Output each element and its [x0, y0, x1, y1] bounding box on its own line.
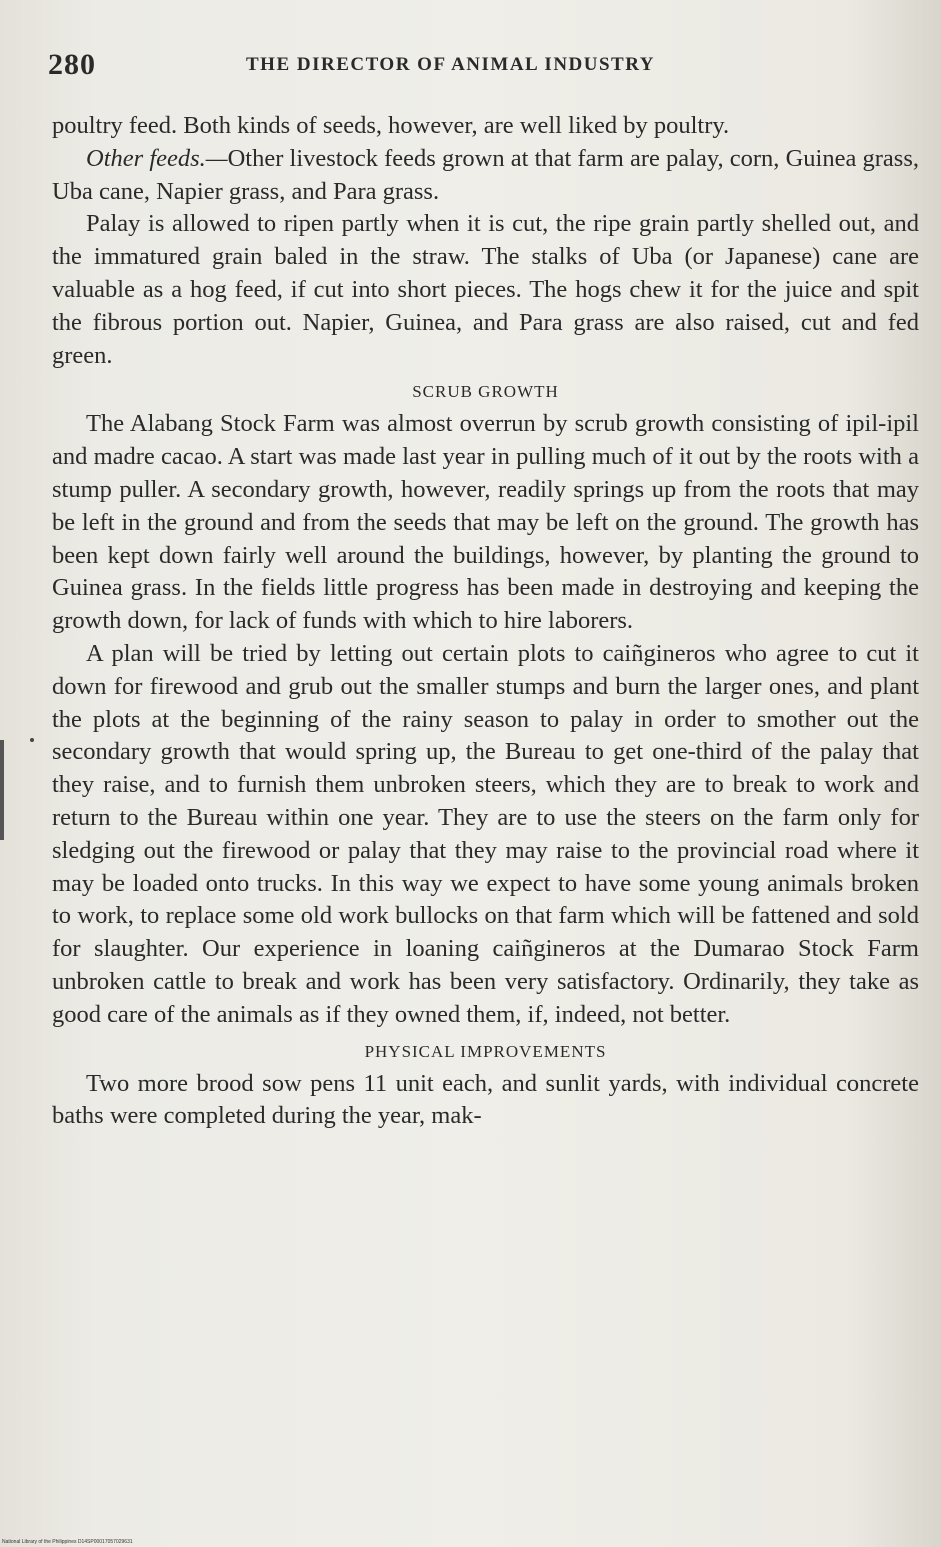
- paragraph-plan: A plan will be tried by letting out certain plots to caiñgineros who agree to cut it down for firewood and grub out the smaller stumps and burn the larger ones, and plant the plots at the beginning of the rainy season to palay in order to smother out the secondary growth that would spring up, the Bureau to get one-third of the palay that they raise, and to furnish them unbroken steers, which they are to break to work and return to the Bureau within one year. They are to use the steers on the farm only for sledging out the firewood or palay that they may raise to the provincial road where it may be loaded onto trucks. In this way we expect to have some young animals broken to work, to replace some old work bullocks on that farm which will be fattened and sold for slaughter. Our experience in loaning caiñgineros at the Dumarao Stock Farm unbroken cattle to break and work has been very satisfactory. Ordinarily, they take as good care of the animals as if they owned them, if, indeed, not better.: [52, 639, 919, 1028]
- paragraph-brood-sow-pens: Two more brood sow pens 11 unit each, and sunlit yards, with individual concrete baths were completed during the year, mak-: [52, 1069, 919, 1130]
- page-header: [48, 48, 918, 88]
- paragraph-scrub-growth: The Alabang Stock Farm was almost overrun by scrub growth consisting of ipil-ipil and madre cacao. A start was made last year in pulling much of it out by the roots with a stump puller. A secondary growth, however, readily springs up from the roots that may be left in the ground and from the seeds that may be left on the ground. The growth has been kept down fairly well around the buildings, however, by planting the ground to Guinea grass. In the fields little progress has been made in destroying and keeping the growth down, for lack of funds with which to hire laborers.: [52, 410, 919, 635]
- section-heading-physical-improvements: PHYSICAL IMPROVEMENTS: [364, 1041, 607, 1061]
- body-text: [52, 110, 919, 1133]
- running-head: THE DIRECTOR OF ANIMAL INDUSTRY: [246, 54, 656, 75]
- section-heading-scrub-growth: SCRUB GROWTH: [412, 382, 559, 402]
- library-footer-note: National Library of the Philippines D14SP00017057029631: [2, 1539, 133, 1545]
- paragraph-other-feeds-text: Other livestock feeds grown at that farm are palay, corn, Guinea grass, Uba cane, Napier grass, and Para grass.: [52, 144, 919, 205]
- page-number: 280: [48, 48, 96, 81]
- run-in-heading-other-feeds: Other feeds.—: [86, 144, 228, 172]
- paragraph-other-feeds: [52, 143, 919, 209]
- paragraph-poultry-feed: poultry feed. Both kinds of seeds, however, are well liked by poultry.: [52, 112, 730, 139]
- binding-edge-mark: [0, 740, 4, 840]
- paragraph-palay: Palay is allowed to ripen partly when it is cut, the ripe grain partly shelled out, and the immatured grain baled in the straw. The stalks of Uba (or Japanese) cane are valuable as a hog feed, if cut into short pieces. The hogs chew it for the juice and spit the fibrous portion out. Napier, Guinea, and Para grass are also raised, cut and fed green.: [52, 210, 919, 369]
- margin-dot-mark: [30, 738, 34, 742]
